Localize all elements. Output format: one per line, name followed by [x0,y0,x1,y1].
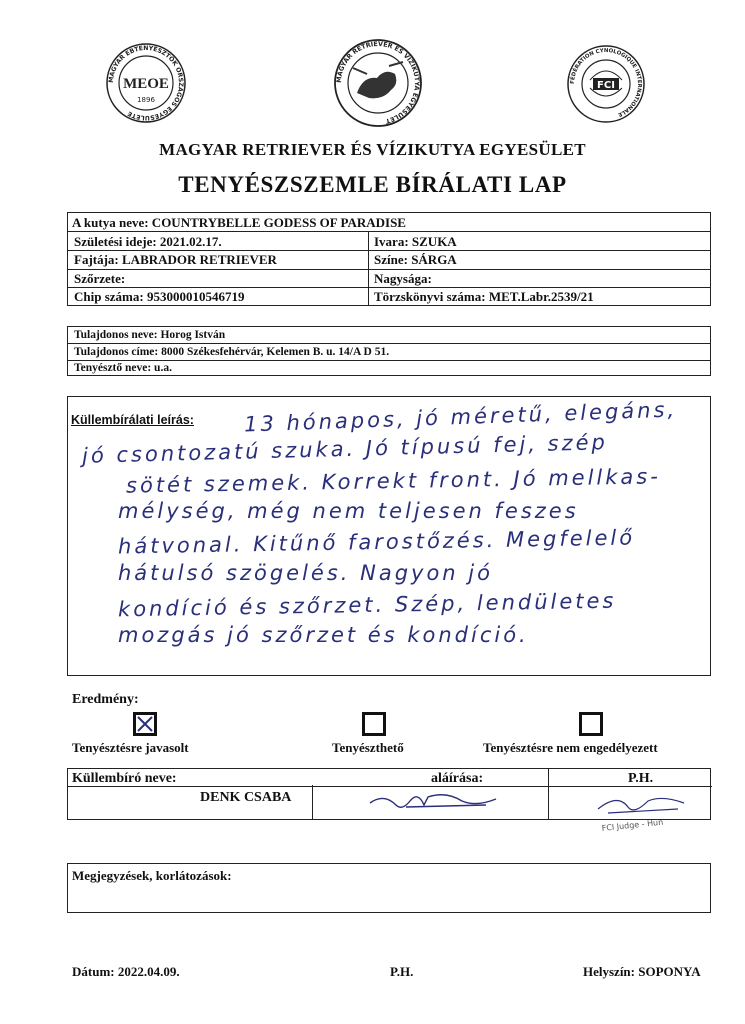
breeder-name: Tenyésztő neve: u.a. [74,362,172,374]
signature-label: aláírása: [431,771,484,786]
registry-number: Törzskönyvi száma: MET.Labr.2539/21 [374,289,594,304]
description-line: sötét szemek. Korrekt front. Jó mellkas- [125,464,662,498]
checkmark-x-icon [137,716,153,732]
description-box [67,396,711,676]
judge-signature [366,783,526,817]
not-approved-checkbox[interactable] [579,712,603,736]
notes-label: Megjegyzések, korlátozások: [72,868,232,883]
breedable-checkbox[interactable] [362,712,386,736]
fci-logo [566,44,646,124]
svg-text:1896: 1896 [137,96,155,104]
svg-text:FÉDÉRATION CYNOLOGIQUE INTERNA: FÉDÉRATION CYNOLOGIQUE INTERNATIONALE [569,47,643,118]
description-line: jó csontozatú szuka. Jó típusú fej, szép [81,430,609,468]
notes-box [67,863,711,913]
recommended-checkbox[interactable] [133,712,157,736]
judge-label: Küllembíró neve: [72,771,177,786]
meoe-logo [105,42,187,124]
judge-name: DENK CSABA [200,790,292,805]
page-title: TENYÉSZSZEMLE BÍRÁLATI LAP [178,172,567,197]
dog-sex: Ivara: SZUKA [374,234,457,249]
mrve-logo [333,38,423,128]
description-line: 13 hónapos, jó méretű, elegáns, [243,397,678,437]
not-approved-label: Tenyésztésre nem engedélyezett [483,740,658,755]
svg-text:MAGYAR EBTENYÉSZTŐK ORSZÁGOS E: MAGYAR EBTENYÉSZTŐK ORSZÁGOS EGYESÜLETE [107,44,185,122]
description-line: mozgás jó szőrzet és kondíció. [118,623,529,647]
breedable-label: Tenyészthető [332,740,404,755]
judge-stamp-signature [588,789,698,839]
svg-text:FCI Judge - Hun: FCI Judge - Hun [601,817,664,833]
birth-date: Születési ideje: 2021.02.17. [74,234,222,249]
owner-address: Tulajdonos címe: 8000 Székesfehérvár, Kelemen B. u. 14/A D 51. [74,346,390,358]
dog-info-table [67,212,711,306]
date: Dátum: 2022.04.09. [72,964,180,979]
description-line: mélység, még nem teljesen feszes [118,499,579,523]
footer-ph: P.H. [390,964,414,979]
owner-info-table [67,326,711,376]
dog-size: Nagysága: [374,271,432,286]
organization-name: MAGYAR RETRIEVER ÉS VÍZIKUTYA EGYESÜLET [159,140,586,159]
chip-number: Chip száma: 953000010546719 [74,289,245,304]
svg-text:MAGYAR RETRIEVER ÉS VÍZIKUTYA: MAGYAR RETRIEVER ÉS VÍZIKUTYA EGYESÜLET [334,39,422,126]
description-line: hátvonal. Kitűnő farostőzés. Megfelelő [117,525,636,559]
description-label: Küllembírálati leírás: [71,413,194,427]
owner-name: Tulajdonos neve: Horog István [74,329,226,341]
description-line: kondíció és szőrzet. Szép, lendületes [117,588,617,622]
svg-text:MEOE: MEOE [123,76,169,92]
result-label: Eredmény: [72,692,139,707]
dog-name: A kutya neve: COUNTRYBELLE GODESS OF PARADISE [72,215,406,230]
place: Helyszín: SOPONYA [583,964,701,979]
dog-color: Színe: SÁRGA [374,252,457,267]
recommended-label: Tenyésztésre javasolt [72,740,189,755]
description-line: hátulsó szögelés. Nagyon jó [118,561,493,585]
dog-coat: Szőrzete: [74,271,126,286]
stamp-label: P.H. [628,771,654,786]
dog-breed: Fajtája: LABRADOR RETRIEVER [74,252,277,267]
svg-text:FCI: FCI [597,80,615,91]
judge-box [67,768,711,833]
